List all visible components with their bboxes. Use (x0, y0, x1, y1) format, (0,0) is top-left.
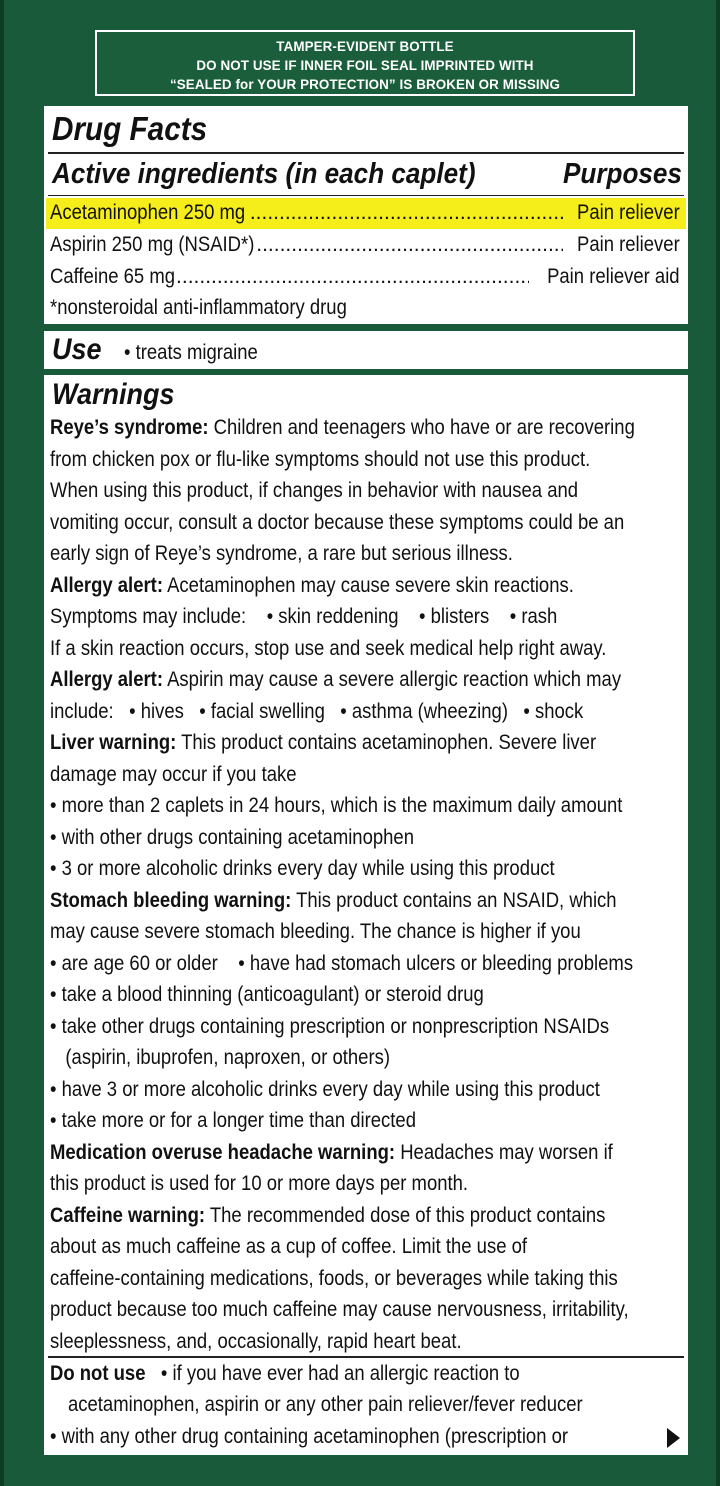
warning-line (50, 1011, 685, 1043)
warning-text: damage may occur if you take (50, 762, 297, 786)
warning-text: this product is used for 10 or more days per month. (50, 1172, 469, 1195)
warning-line (50, 1074, 675, 1106)
warning-line (50, 633, 682, 665)
package-edge-right (716, 0, 720, 1486)
warning-line (50, 1168, 525, 1200)
do-not-use-text-1: • if you have ever had an allergic reaction to (145, 1362, 520, 1385)
warning-line (50, 1263, 695, 1295)
warning-line (50, 664, 699, 696)
warning-text: When using this product, if changes in behavior with nausea and (50, 479, 579, 502)
warning-text: Headaches may worsen if (395, 1140, 613, 1164)
warning-text: Symptoms may include: • skin reddening • blisters • rash (50, 605, 558, 628)
ingredient-row-aspirin (50, 229, 680, 261)
warning-line (50, 727, 671, 759)
warning-line (50, 759, 330, 791)
warning-subheading: Caffeine warning: (50, 1203, 206, 1227)
do-not-use-label: Do not use (50, 1362, 146, 1385)
warning-subheading: Reye’s syndrome: (50, 416, 209, 439)
ingredient-purpose: Pain reliever aid (547, 265, 680, 288)
warning-subheading: Allergy alert: (50, 668, 163, 691)
leader-dots (176, 261, 529, 293)
ingredient-name: Caffeine 65 mg (50, 265, 176, 288)
tamper-line-3: “SEALED for YOUR PROTECTION” IS BROKEN OR MISSING (169, 77, 561, 92)
warning-line (50, 853, 623, 885)
warning-text: vomiting occur, consult a doctor because these symptoms could be an (50, 510, 625, 534)
leader-dots (256, 229, 563, 261)
ingredient-row-acetaminophen (50, 197, 680, 229)
ingredient-row-caffeine (50, 261, 680, 293)
warning-line (50, 601, 626, 633)
ingredient-name: Aspirin 250 mg (NSAID*) (50, 233, 255, 256)
warning-text: Aspirin may cause a severe allergic reaction which may (162, 668, 622, 691)
warning-text: caffeine-containing medications, foods, or beverages while taking this (50, 1266, 618, 1290)
warning-text: sleeplessness, and, occasionally, rapid heart beat. (50, 1329, 462, 1353)
warnings-header: Warnings (52, 378, 175, 411)
warning-text: about as much caffeine as a cup of coffee. Limit the use of (50, 1235, 528, 1258)
warning-subheading: Stomach bleeding warning: (50, 888, 292, 912)
drug-facts-title-rule (48, 152, 684, 154)
warning-text: If a skin reaction occurs, stop use and seek medical help right away. (50, 636, 607, 660)
warning-line (50, 885, 694, 917)
warning-line (50, 1105, 466, 1137)
warning-line (50, 696, 656, 728)
warning-line (50, 1294, 708, 1326)
warning-text: (aspirin, ibuprofen, naproxen, or others) (50, 1046, 391, 1069)
warning-line (50, 822, 464, 854)
warning-line (50, 1137, 690, 1169)
warning-text: include: • hives • facial swelling • asthma (wheezing) • shock (50, 699, 584, 723)
do-not-use-line-1 (50, 1358, 584, 1390)
active-ingredients-header: Active ingredients (in each caplet) (52, 158, 476, 190)
warning-line (50, 412, 715, 444)
warning-text: from chicken pox or flu-like symptoms should not use this product. (50, 447, 591, 471)
use-text: • treats migraine (124, 341, 258, 364)
warning-subheading: Medication overuse headache warning: (50, 1140, 396, 1164)
warning-line (50, 444, 664, 476)
warning-text: product because too much caffeine may cause nervousness, irritability, (50, 1298, 629, 1321)
package-edge-left (0, 0, 4, 1486)
warning-text: Children and teenagers who have or are recovering (208, 416, 635, 439)
warning-text: • take more or for a longer time than directed (50, 1109, 416, 1132)
do-not-use-line-2: acetaminophen, aspirin or any other pain reliever/fever reducer (68, 1393, 583, 1416)
warning-line (50, 1200, 681, 1232)
ingredient-name: Acetaminophen 250 mg (50, 201, 246, 224)
triangle-right-icon (667, 1428, 680, 1448)
warning-line (50, 916, 653, 948)
ingredients-header-rule (48, 195, 684, 196)
warning-line (50, 507, 703, 539)
use-header: Use (52, 333, 102, 366)
warning-line (50, 979, 543, 1011)
warning-text: This product contains an NSAID, which (291, 888, 617, 912)
warning-line (50, 1042, 436, 1074)
do-not-use-line-3: • with any other drug containing acetaminophen (prescription or (50, 1425, 569, 1448)
tamper-evident-notice (95, 30, 635, 96)
warning-line (50, 570, 645, 602)
warning-text: • have 3 or more alcoholic drinks every day while using this product (50, 1077, 600, 1101)
warning-text: • with other drugs containing acetaminophen (50, 825, 414, 849)
warning-line (50, 1326, 518, 1358)
warning-text: • take other drugs containing prescription or nonprescription NSAIDs (50, 1014, 610, 1038)
leader-dots (250, 197, 563, 229)
warning-line (50, 538, 576, 570)
warning-text: may cause severe stomach bleeding. The chance is higher if you (50, 920, 581, 943)
warning-line (50, 790, 701, 822)
purposes-header: Purposes (563, 158, 682, 190)
warning-text: Acetaminophen may cause severe skin reactions. (162, 573, 574, 597)
drug-facts-title: Drug Facts (52, 110, 208, 147)
warning-text: This product contains acetaminophen. Severe liver (176, 731, 597, 754)
warning-text: • are age 60 or older • have had stomach ulcers or bleeding problems (50, 951, 634, 975)
ingredient-purpose: Pain reliever (577, 201, 680, 224)
warning-line (50, 475, 650, 507)
warning-text: • 3 or more alcoholic drinks every day while using this product (50, 857, 555, 880)
warning-subheading: Allergy alert: (50, 573, 163, 597)
tamper-line-1: TAMPER-EVIDENT BOTTLE (276, 39, 454, 54)
warning-text: The recommended dose of this product contains (205, 1203, 606, 1227)
warning-text: • more than 2 caplets in 24 hours, which is the maximum daily amount (50, 794, 623, 817)
warning-text: • take a blood thinning (anticoagulant) or steroid drug (50, 983, 484, 1006)
tamper-line-2: DO NOT USE IF INNER FOIL SEAL IMPRINTED WITH (196, 58, 534, 73)
warning-line (50, 948, 713, 980)
ingredient-purpose: Pain reliever (577, 233, 680, 256)
warning-line (50, 1231, 592, 1263)
warning-subheading: Liver warning: (50, 731, 177, 754)
warning-text: early sign of Reye’s syndrome, a rare but serious illness. (50, 542, 513, 565)
ingredient-footnote: *nonsteroidal anti-inflammatory drug (50, 296, 347, 319)
